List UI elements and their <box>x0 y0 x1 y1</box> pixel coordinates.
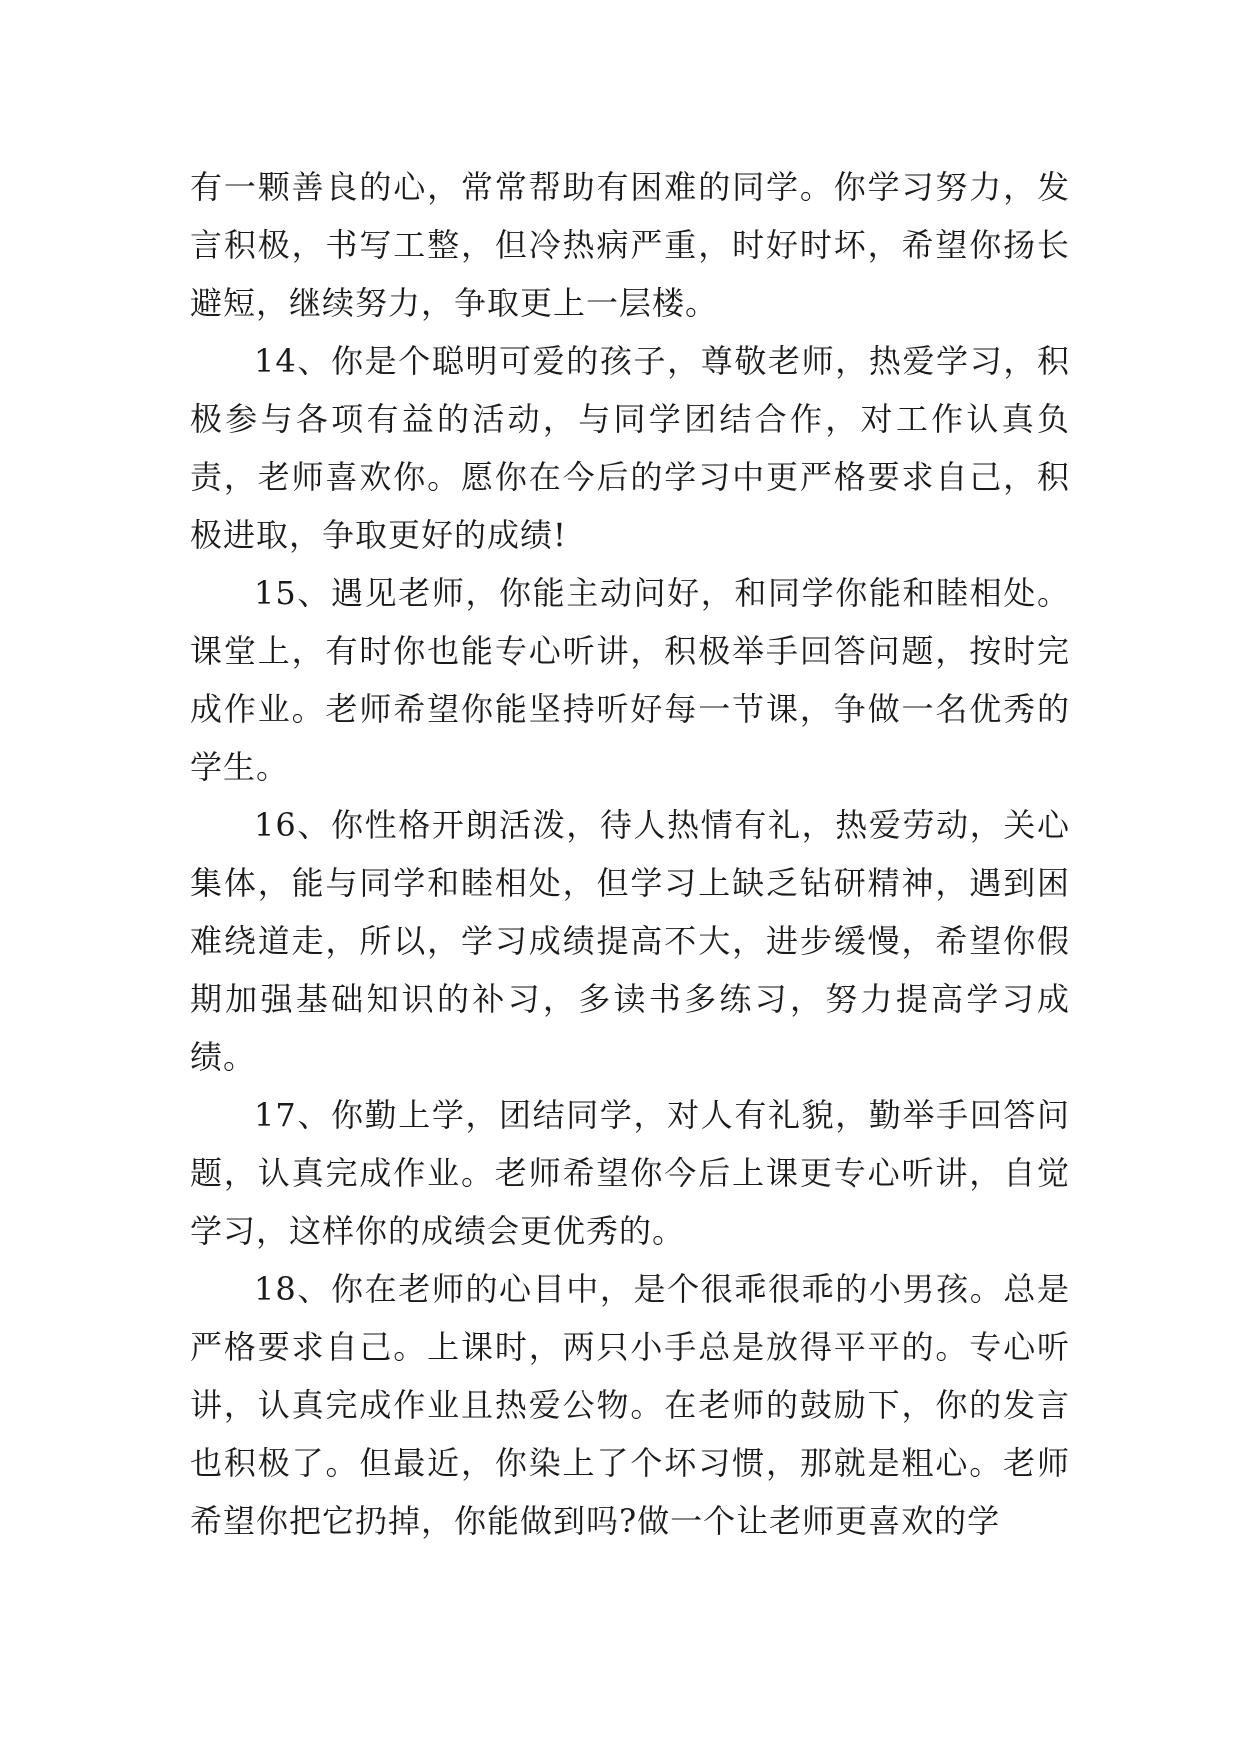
paragraph-comment-14: 14、你是个聪明可爱的孩子，尊敬老师，热爱学习，积极参与各项有益的活动，与同学团结合作，对工作认真负责，老师喜欢你。愿你在今后的学习中更严格要求自己，积极进取，争取更好的成绩! <box>190 342 1070 554</box>
paragraph-continuation: 有一颗善良的心，常常帮助有困难的同学。你学习努力，发言积极，书写工整，但冷热病严重，时好时坏，希望你扬长避短，继续努力，争取更上一层楼。 <box>190 168 1070 322</box>
document-body <box>190 158 1070 1550</box>
paragraph-comment-17: 17、你勤上学，团结同学，对人有礼貌，勤举手回答问题，认真完成作业。老师希望你今后上课更专心听讲，自觉学习，这样你的成绩会更优秀的。 <box>190 1096 1070 1250</box>
paragraph-comment-15: 15、遇见老师，你能主动问好，和同学你能和睦相处。课堂上，有时你也能专心听讲，积极举手回答问题，按时完成作业。老师希望你能坚持听好每一节课，争做一名优秀的学生。 <box>190 574 1070 786</box>
paragraph-comment-18: 18、你在老师的心目中，是个很乖很乖的小男孩。总是严格要求自己。上课时，两只小手总是放得平平的。专心听讲，认真完成作业且热爱公物。在老师的鼓励下，你的发言也积极了。但最近，你染上了个坏习惯，那就是粗心。老师希望你把它扔掉，你能做到吗?做一个让老师更喜欢的学 <box>190 1270 1070 1540</box>
paragraph-comment-16: 16、你性格开朗活泼，待人热情有礼，热爱劳动，关心集体，能与同学和睦相处，但学习上缺乏钻研精神，遇到困难绕道走，所以，学习成绩提高不大，进步缓慢，希望你假期加强基础知识的补习，多读书多练习，努力提高学习成绩。 <box>190 806 1070 1076</box>
